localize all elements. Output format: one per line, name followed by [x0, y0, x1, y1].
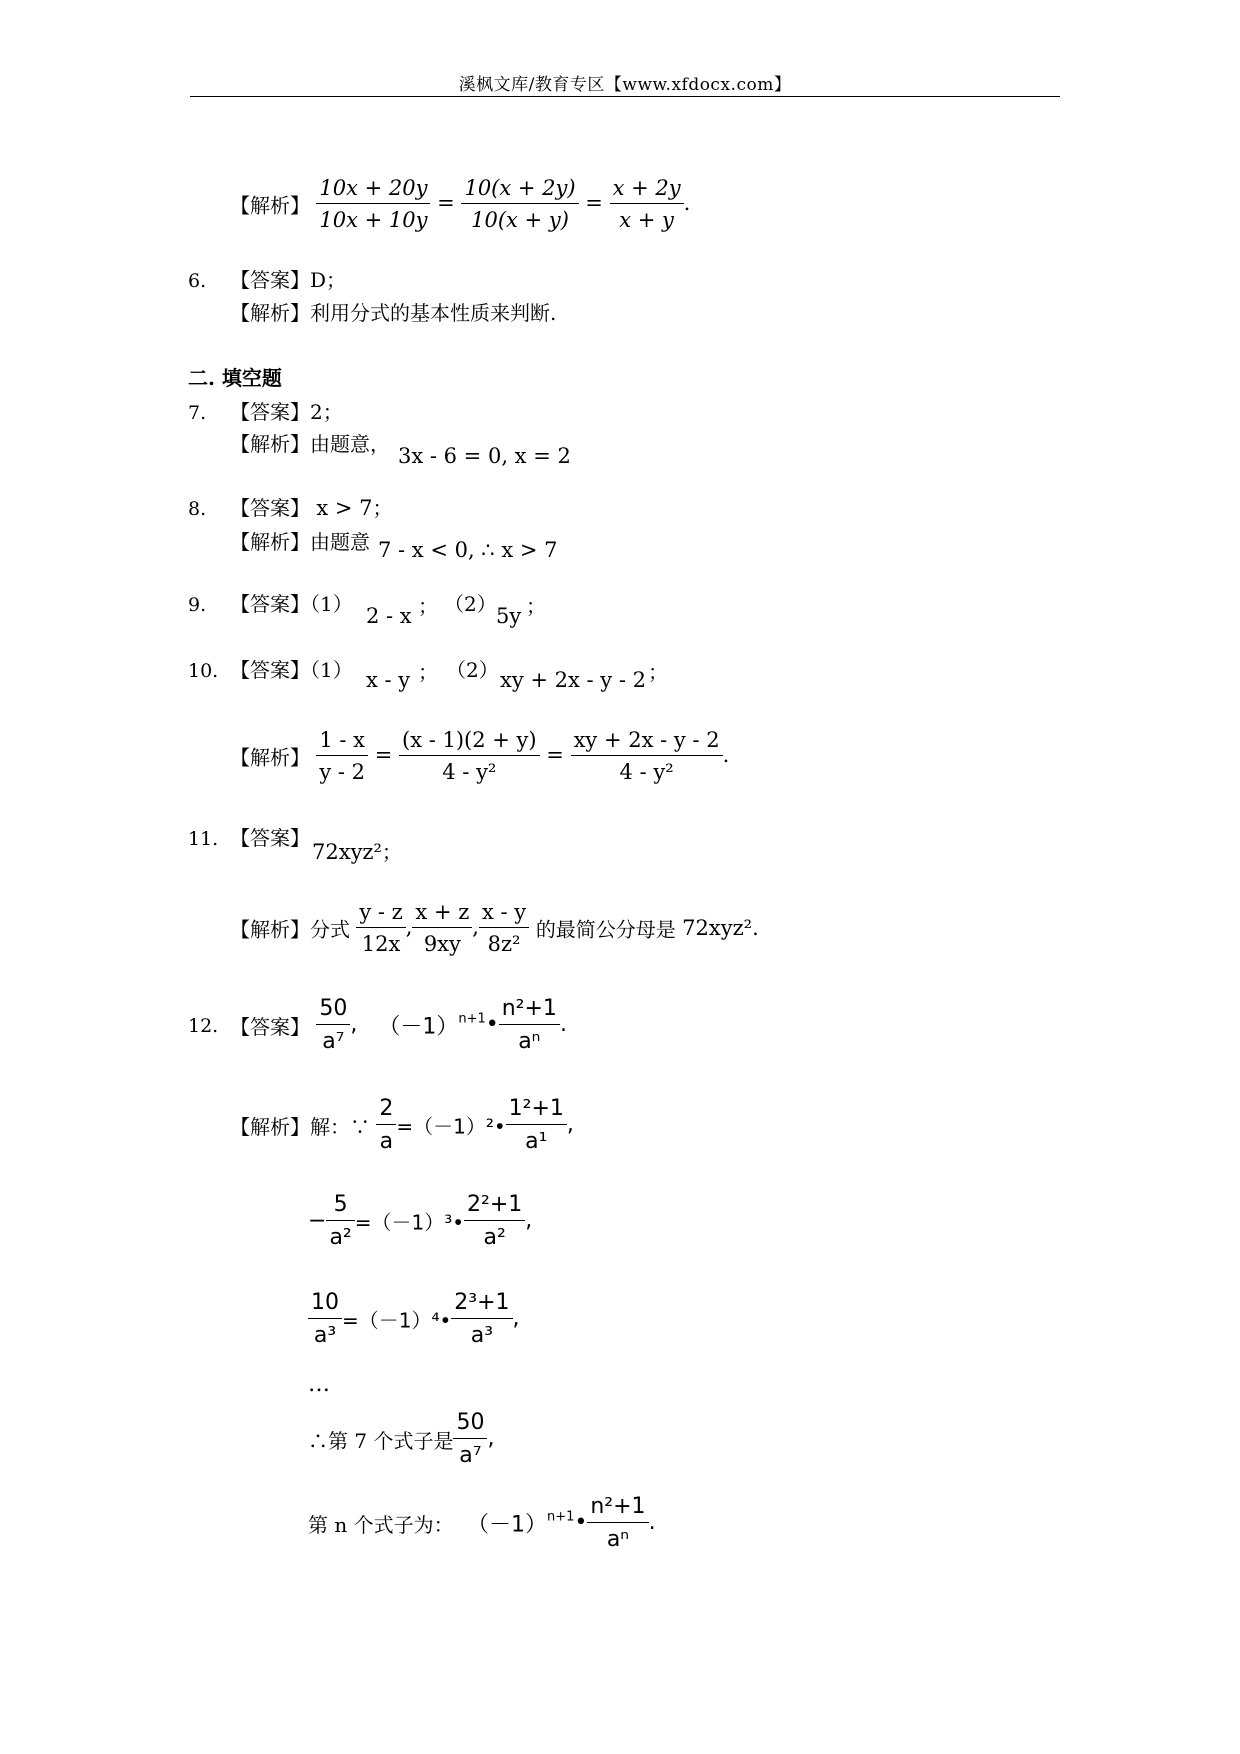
- q12-lead: 解：∵: [310, 1115, 370, 1139]
- q12-nth-frac-numerator: n²+1: [587, 1494, 648, 1523]
- q7-equation: 3x - 6 = 0, x = 2: [398, 444, 571, 468]
- q12-nth-term: （－1）: [466, 1512, 547, 1538]
- q11-mid-text: 的最简公分母是: [535, 917, 676, 942]
- q10-formula: $\frac{1 - x}{y - 2}$ = $\frac{(x - 1)(2 + y)}{\text{4 - y²}}$ = $\frac{xy + 2x - y - 2}{\text{4 - y²}}$ .: [316, 743, 729, 767]
- q12-r1-frac-numerator: 1²+1: [506, 1096, 567, 1125]
- q12-r3-denominator: a³: [313, 1323, 337, 1348]
- q10-part2-label: （2）: [446, 658, 499, 682]
- q12-seventh-row: ∴第 7 个式子是 $\frac{50}{\text{a⁷}}$ ,: [308, 1410, 495, 1468]
- q10-number: 10.: [188, 660, 219, 682]
- q12-r3-frac-numerator: 2³+1: [451, 1290, 512, 1319]
- answer-label: 【答案】: [230, 592, 310, 616]
- q11-f1-numerator: y - z: [356, 900, 405, 928]
- q5-f2-numerator: 10(x + 2y): [461, 176, 578, 204]
- q8-number: 8.: [188, 498, 207, 520]
- q10-part1-label: （1）: [310, 658, 353, 682]
- q12-number: 12.: [188, 1014, 219, 1037]
- q10-f2-numerator: (x - 1)(2 + y): [399, 728, 540, 756]
- q6-number: 6.: [188, 270, 207, 292]
- q12-answer-formula: $\frac{50}{\text{a⁷}}$ , $(-1)^{n+1}•$ $\frac{\text{n²+1}}{\text{aⁿ}}$ .: [316, 1012, 567, 1037]
- q7-lead: 由题意，: [310, 432, 390, 456]
- answer-label: 【答案】: [230, 658, 310, 682]
- q10-analysis-row: [230, 728, 729, 784]
- q12-r2-mid: =（－1）³•: [354, 1210, 465, 1235]
- q5-analysis-row: [230, 176, 690, 232]
- q11-lead: 分式: [310, 917, 350, 942]
- q6-analysis: 利用分式的基本性质来判断.: [310, 301, 557, 325]
- q9-answer1: 2 - x: [366, 604, 412, 628]
- q8-equation: 7 - x < 0, ∴ x > 7: [378, 538, 558, 562]
- q8-lead: 由题意: [310, 530, 370, 554]
- analysis-label: 【解析】: [230, 193, 310, 218]
- q11-f2-denominator: 9xy: [423, 932, 461, 956]
- q12-seventh-text: ∴第 7 个式子是: [308, 1429, 454, 1453]
- section-title: 二. 填空题: [188, 366, 282, 390]
- q10-f3-denominator: 4 - y²: [619, 760, 674, 784]
- q5-f1-numerator: 10x + 20y: [316, 176, 430, 204]
- q8-answer-row: 8. 【答案】 x > 7；: [188, 496, 393, 520]
- q11-fractions: $\frac{y - z}{12x}$ , $\frac{x + z}{9xy}$ , $\frac{x - y}{\text{8z²}}$: [356, 915, 535, 939]
- q9-end-semicolon: ；: [526, 594, 546, 618]
- q9-part1-label: （1）: [310, 592, 353, 616]
- q11-answer-value: 72xyz²: [312, 840, 382, 864]
- answer-label: 【答案】: [230, 496, 310, 520]
- q5-formula: $\frac{10x + 20y}{10x + 10y}$ = $\frac{10(x + 2y)}{10(x + y)}$ = $\frac{x + 2y}{x + y}$ .: [316, 191, 690, 215]
- q12-nth-text: 第 n 个式子为：: [308, 1513, 454, 1537]
- analysis-label: 【解析】: [230, 432, 310, 456]
- q10-f1-numerator: 1 - x: [316, 728, 368, 756]
- q12-ans-denominator: a⁷: [322, 1029, 345, 1054]
- q12-ans-term: （－1）: [378, 1014, 459, 1040]
- q11-result: 72xyz².: [682, 916, 759, 940]
- q9-semicolon: ；: [418, 594, 438, 618]
- q12-r1-denominator: a: [379, 1129, 394, 1154]
- q12-r2-frac-numerator: 2²+1: [464, 1192, 525, 1221]
- q11-f1-denominator: 12x: [361, 932, 401, 956]
- q9-answer2: 5y: [496, 604, 522, 628]
- q7-answer-row: [188, 396, 343, 425]
- q8-analysis-row: [230, 526, 370, 555]
- q6-analysis-row: [230, 297, 556, 326]
- q7-answer: 2；: [310, 400, 343, 424]
- q12-row3-formula: $\frac{10}{\text{a³}}$ =（－1）⁴• $\frac{\text{2³+1}}{\text{a³}}$ ,: [308, 1306, 520, 1331]
- q11-answer: 72xyz²；: [312, 840, 402, 864]
- q12-ans-exponent: n+1: [458, 1011, 486, 1027]
- q11-f2-numerator: x + z: [412, 900, 472, 928]
- q12-row2-formula: − $\frac{5}{\text{a²}}$ =（－1）³• $\frac{\text{2²+1}}{\text{a²}}$ ,: [308, 1192, 533, 1250]
- q11-analysis-row: [230, 900, 759, 956]
- q10-f1-denominator: y - 2: [319, 760, 366, 784]
- q10-f2-denominator: 4 - y²: [442, 760, 497, 784]
- q5-f1-denominator: 10x + 10y: [319, 208, 428, 232]
- q10-answer2: xy + 2x - y - 2: [500, 668, 646, 692]
- analysis-label: 【解析】: [230, 745, 310, 770]
- answer-label: 【答案】: [230, 1015, 310, 1039]
- q9-answer-row: [188, 588, 353, 617]
- q10-answer-row: [188, 654, 353, 683]
- q11-number: 11.: [188, 828, 219, 850]
- q7-analysis-row: [230, 428, 390, 457]
- q12-analysis-row3: [308, 1290, 520, 1348]
- q12-r1-numerator: 2: [376, 1096, 396, 1125]
- analysis-label: 【解析】: [230, 1115, 310, 1139]
- q12-ellipsis: …: [308, 1372, 332, 1397]
- answer-label: 【答案】: [230, 268, 310, 292]
- q8-answer: x > 7: [316, 496, 373, 520]
- q10-end-semicolon: ；: [648, 660, 668, 684]
- q12-seventh-denominator: a⁷: [459, 1443, 482, 1468]
- q5-f2-denominator: 10(x + y): [471, 208, 569, 232]
- q7-number: 7.: [188, 402, 207, 424]
- q11-answer-row: [188, 822, 310, 851]
- q12-ans-numerator: 50: [316, 996, 350, 1025]
- q9-number: 9.: [188, 594, 207, 616]
- q12-analysis-row2: [308, 1192, 532, 1250]
- page-header: 溪枫文库/教育专区【www.xfdocx.com】: [458, 75, 792, 95]
- q12-r2-numerator: 5: [326, 1192, 354, 1221]
- q12-r1-frac-denominator: a¹: [525, 1129, 548, 1154]
- q11-result-value: 72xyz²: [682, 916, 753, 940]
- q6-answer-row: [188, 264, 346, 293]
- q12-analysis-row1: [230, 1096, 574, 1154]
- answer-label: 【答案】: [230, 400, 310, 424]
- q12-answer-row: [188, 996, 567, 1054]
- q12-ans-frac-numerator: n²+1: [499, 996, 560, 1025]
- q12-r3-mid: =（－1）⁴•: [342, 1308, 452, 1333]
- q11-f3-denominator: 8z²: [487, 932, 521, 956]
- q12-nth-frac-denominator: aⁿ: [606, 1527, 630, 1552]
- q5-f3-denominator: x + y: [619, 208, 674, 232]
- analysis-label: 【解析】: [230, 530, 310, 554]
- q12-r3-frac-denominator: a³: [470, 1323, 494, 1348]
- q12-r1-mid: =（－1）²•: [396, 1114, 506, 1139]
- q12-r3-numerator: 10: [308, 1290, 342, 1319]
- q12-nth-formula: $(-1)^{n+1}•$ $\frac{\text{n²+1}}{\text{aⁿ}}$ .: [466, 1494, 656, 1552]
- q9-part2-label: （2）: [444, 592, 497, 616]
- analysis-label: 【解析】: [230, 917, 310, 942]
- q12-nth-exponent: n+1: [546, 1509, 575, 1525]
- q5-f3-numerator: x + 2y: [610, 176, 684, 204]
- q11-f3-numerator: x - y: [479, 900, 529, 928]
- header-rule: [190, 96, 1060, 97]
- q12-seventh-numerator: 50: [453, 1410, 487, 1439]
- q6-answer: D；: [310, 268, 347, 292]
- analysis-label: 【解析】: [230, 301, 310, 325]
- q12-row1-formula: $\frac{2}{a}$ =（－1）²• $\frac{\text{1²+1}}{\text{a¹}}$ ,: [376, 1112, 574, 1137]
- q12-r2-frac-denominator: a²: [483, 1225, 506, 1250]
- q12-r2-denominator: a²: [329, 1225, 352, 1250]
- q10-f3-numerator: xy + 2x - y - 2: [571, 728, 723, 756]
- answer-label: 【答案】: [230, 826, 310, 850]
- q12-ans-frac-denominator: aⁿ: [518, 1029, 541, 1054]
- q10-answer1: x - y: [366, 668, 411, 692]
- q12-nth-row: [308, 1494, 656, 1552]
- q10-semicolon: ；: [418, 660, 438, 684]
